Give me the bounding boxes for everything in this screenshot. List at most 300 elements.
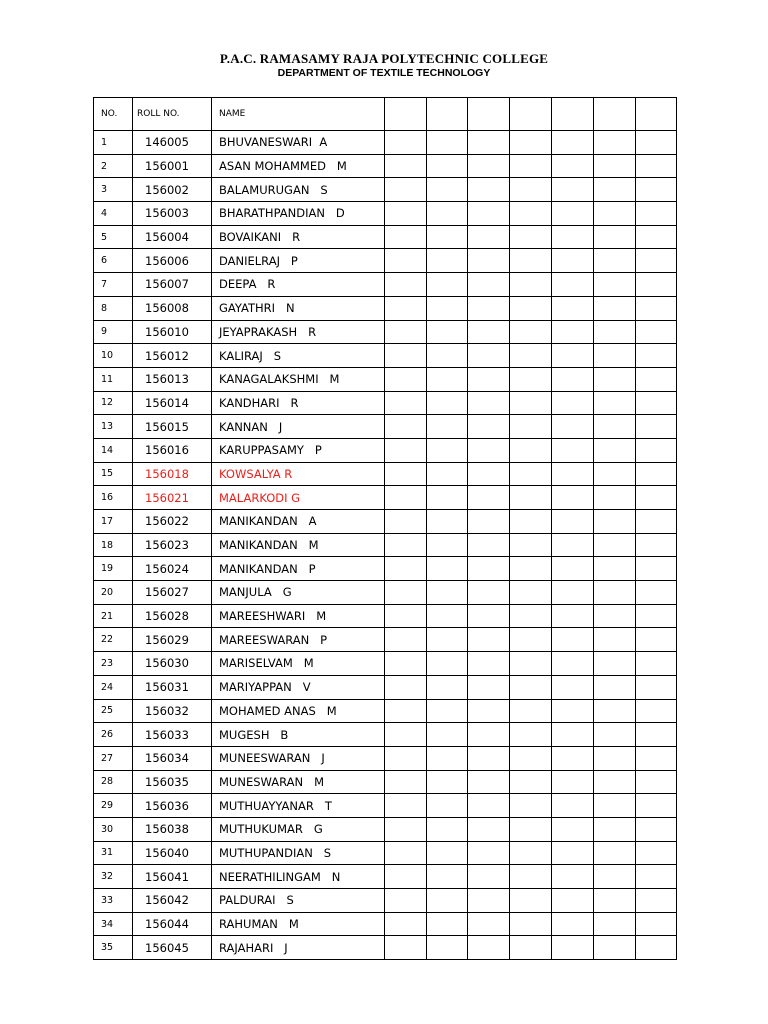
table-row (94, 889, 677, 913)
blank-cell (427, 462, 468, 486)
roll-number: 156006 (133, 249, 212, 273)
blank-cell (552, 533, 594, 557)
student-name: ASAN MOHAMMED M (212, 154, 385, 178)
blank-cell (427, 912, 468, 936)
blank-cell (552, 273, 594, 297)
blank-cell (468, 462, 510, 486)
blank-cell (594, 723, 636, 747)
student-name: MARIYAPPAN V (212, 675, 385, 699)
blank-cell (510, 794, 552, 818)
blank-cell (510, 367, 552, 391)
blank-cell (468, 746, 510, 770)
table-row (94, 344, 677, 368)
department-title: DEPARTMENT OF TEXTILE TECHNOLOGY (277, 67, 491, 79)
roll-number: 156028 (133, 604, 212, 628)
roll-number: 156033 (133, 723, 212, 747)
blank-cell (594, 746, 636, 770)
row-number: 28 (94, 770, 133, 794)
table-row (94, 652, 677, 676)
table-row (94, 438, 677, 462)
blank-cell (427, 344, 468, 368)
blank-cell (594, 249, 636, 273)
blank-cell (427, 202, 468, 226)
blank-cell (510, 320, 552, 344)
row-number: 20 (94, 581, 133, 605)
student-name: MANIKANDAN P (212, 557, 385, 581)
blank-cell (552, 936, 594, 960)
blank-cell (427, 723, 468, 747)
blank-cell (427, 320, 468, 344)
table-row (94, 817, 677, 841)
roll-number: 156040 (133, 841, 212, 865)
blank-cell (594, 344, 636, 368)
row-number: 12 (94, 391, 133, 415)
blank-cell (552, 486, 594, 510)
blank-cell (385, 841, 427, 865)
blank-cell (594, 320, 636, 344)
row-number: 32 (94, 865, 133, 889)
roll-number: 156015 (133, 415, 212, 439)
blank-cell (636, 462, 677, 486)
blank-cell (510, 533, 552, 557)
row-number: 1 (94, 131, 133, 155)
blank-cell (385, 628, 427, 652)
row-number: 30 (94, 817, 133, 841)
row-number: 16 (94, 486, 133, 510)
blank-cell (385, 178, 427, 202)
blank-cell (468, 510, 510, 534)
blank-cell (427, 131, 468, 155)
blank-cell (552, 391, 594, 415)
row-number: 2 (94, 154, 133, 178)
blank-cell (594, 604, 636, 628)
blank-cell (385, 296, 427, 320)
student-name: KANAGALAKSHMI M (212, 367, 385, 391)
student-name: PALDURAI S (212, 889, 385, 913)
blank-cell (552, 912, 594, 936)
student-name: MAREESHWARI M (212, 604, 385, 628)
blank-cell (552, 581, 594, 605)
blank-cell (510, 296, 552, 320)
blank-cell (468, 723, 510, 747)
blank-cell (594, 154, 636, 178)
blank-cell (510, 817, 552, 841)
blank-cell (468, 296, 510, 320)
header-blank-cell (594, 98, 636, 131)
blank-cell (468, 936, 510, 960)
blank-cell (594, 675, 636, 699)
blank-cell (594, 912, 636, 936)
table-row (94, 746, 677, 770)
blank-cell (385, 652, 427, 676)
blank-cell (636, 178, 677, 202)
blank-cell (594, 486, 636, 510)
roll-number: 156010 (133, 320, 212, 344)
blank-cell (427, 841, 468, 865)
table-row (94, 178, 677, 202)
blank-cell (552, 723, 594, 747)
blank-cell (510, 344, 552, 368)
blank-cell (636, 865, 677, 889)
blank-cell (594, 889, 636, 913)
blank-cell (594, 273, 636, 297)
blank-cell (468, 675, 510, 699)
blank-cell (510, 438, 552, 462)
roll-number: 156023 (133, 533, 212, 557)
blank-cell (636, 391, 677, 415)
blank-cell (594, 391, 636, 415)
row-number: 15 (94, 462, 133, 486)
blank-cell (385, 438, 427, 462)
blank-cell (636, 367, 677, 391)
blank-cell (385, 131, 427, 155)
blank-cell (636, 415, 677, 439)
blank-cell (552, 154, 594, 178)
blank-cell (552, 817, 594, 841)
blank-cell (468, 557, 510, 581)
blank-cell (427, 604, 468, 628)
blank-cell (510, 604, 552, 628)
blank-cell (552, 652, 594, 676)
table-row (94, 557, 677, 581)
table-body (94, 98, 677, 960)
blank-cell (510, 746, 552, 770)
blank-cell (552, 510, 594, 534)
roll-number: 156018 (133, 462, 212, 486)
blank-cell (636, 557, 677, 581)
blank-cell (510, 154, 552, 178)
blank-cell (636, 131, 677, 155)
roll-number: 156016 (133, 438, 212, 462)
blank-cell (427, 770, 468, 794)
row-number: 4 (94, 202, 133, 226)
row-number: 3 (94, 178, 133, 202)
blank-cell (552, 344, 594, 368)
blank-cell (594, 510, 636, 534)
roll-number: 156022 (133, 510, 212, 534)
blank-cell (636, 202, 677, 226)
blank-cell (510, 770, 552, 794)
roll-number: 156038 (133, 817, 212, 841)
blank-cell (427, 415, 468, 439)
blank-cell (385, 510, 427, 534)
table-row (94, 841, 677, 865)
blank-cell (468, 273, 510, 297)
row-number: 14 (94, 438, 133, 462)
row-number: 29 (94, 794, 133, 818)
blank-cell (468, 202, 510, 226)
header-blank-cell (385, 98, 427, 131)
blank-cell (510, 249, 552, 273)
roll-number: 146005 (133, 131, 212, 155)
blank-cell (427, 794, 468, 818)
row-number: 31 (94, 841, 133, 865)
student-name: RAJAHARI J (212, 936, 385, 960)
blank-cell (510, 652, 552, 676)
blank-cell (427, 367, 468, 391)
blank-cell (510, 510, 552, 534)
blank-cell (636, 936, 677, 960)
blank-cell (552, 462, 594, 486)
blank-cell (385, 581, 427, 605)
blank-cell (636, 604, 677, 628)
blank-cell (594, 202, 636, 226)
blank-cell (594, 817, 636, 841)
student-name: KANDHARI R (212, 391, 385, 415)
header-no: NO. (94, 98, 133, 131)
blank-cell (552, 699, 594, 723)
blank-cell (636, 794, 677, 818)
student-name: KALIRAJ S (212, 344, 385, 368)
blank-cell (510, 581, 552, 605)
blank-cell (510, 723, 552, 747)
blank-cell (552, 131, 594, 155)
table-row (94, 225, 677, 249)
student-name: MOHAMED ANAS M (212, 699, 385, 723)
blank-cell (385, 770, 427, 794)
table-row (94, 415, 677, 439)
blank-cell (636, 746, 677, 770)
blank-cell (636, 628, 677, 652)
blank-cell (636, 273, 677, 297)
blank-cell (468, 628, 510, 652)
blank-cell (594, 438, 636, 462)
roll-number: 156029 (133, 628, 212, 652)
blank-cell (552, 438, 594, 462)
roll-number: 156032 (133, 699, 212, 723)
blank-cell (552, 675, 594, 699)
roll-number: 156024 (133, 557, 212, 581)
roll-number: 156034 (133, 746, 212, 770)
row-number: 21 (94, 604, 133, 628)
blank-cell (385, 415, 427, 439)
blank-cell (385, 154, 427, 178)
table-row (94, 604, 677, 628)
row-number: 17 (94, 510, 133, 534)
blank-cell (636, 510, 677, 534)
blank-cell (427, 154, 468, 178)
blank-cell (594, 415, 636, 439)
roll-number: 156012 (133, 344, 212, 368)
table-row (94, 699, 677, 723)
roll-number: 156045 (133, 936, 212, 960)
blank-cell (636, 723, 677, 747)
blank-cell (468, 699, 510, 723)
blank-cell (468, 889, 510, 913)
blank-cell (552, 770, 594, 794)
blank-cell (552, 249, 594, 273)
blank-cell (427, 178, 468, 202)
row-number: 11 (94, 367, 133, 391)
header-blank-cell (552, 98, 594, 131)
student-name: MARISELVAM M (212, 652, 385, 676)
blank-cell (594, 296, 636, 320)
table-row (94, 510, 677, 534)
blank-cell (468, 912, 510, 936)
student-name: MANIKANDAN A (212, 510, 385, 534)
blank-cell (427, 865, 468, 889)
table-row (94, 249, 677, 273)
blank-cell (594, 225, 636, 249)
blank-cell (510, 415, 552, 439)
student-roll-table (93, 97, 677, 960)
header-blank-cell (427, 98, 468, 131)
roll-number: 156042 (133, 889, 212, 913)
blank-cell (552, 628, 594, 652)
row-number: 18 (94, 533, 133, 557)
blank-cell (427, 296, 468, 320)
table-header-row (94, 98, 677, 131)
table-row (94, 794, 677, 818)
blank-cell (594, 178, 636, 202)
roll-number: 156001 (133, 154, 212, 178)
blank-cell (427, 391, 468, 415)
blank-cell (468, 841, 510, 865)
roll-number: 156021 (133, 486, 212, 510)
blank-cell (594, 533, 636, 557)
blank-cell (636, 817, 677, 841)
student-name: MALARKODI G (212, 486, 385, 510)
blank-cell (636, 533, 677, 557)
blank-cell (510, 391, 552, 415)
blank-cell (468, 391, 510, 415)
blank-cell (510, 178, 552, 202)
blank-cell (427, 510, 468, 534)
blank-cell (510, 628, 552, 652)
blank-cell (427, 817, 468, 841)
student-name: BOVAIKANI R (212, 225, 385, 249)
blank-cell (510, 675, 552, 699)
blank-cell (427, 557, 468, 581)
blank-cell (385, 273, 427, 297)
student-name: KARUPPASAMY P (212, 438, 385, 462)
blank-cell (468, 367, 510, 391)
blank-cell (552, 367, 594, 391)
blank-cell (552, 202, 594, 226)
blank-cell (636, 438, 677, 462)
blank-cell (468, 794, 510, 818)
blank-cell (510, 889, 552, 913)
blank-cell (385, 865, 427, 889)
blank-cell (510, 936, 552, 960)
student-name: GAYATHRI N (212, 296, 385, 320)
student-name: NEERATHILINGAM N (212, 865, 385, 889)
row-number: 19 (94, 557, 133, 581)
roll-number: 156014 (133, 391, 212, 415)
blank-cell (385, 699, 427, 723)
table-row (94, 320, 677, 344)
header-blank-cell (468, 98, 510, 131)
row-number: 26 (94, 723, 133, 747)
row-number: 25 (94, 699, 133, 723)
blank-cell (552, 889, 594, 913)
student-name: DANIELRAJ P (212, 249, 385, 273)
blank-cell (594, 841, 636, 865)
blank-cell (510, 865, 552, 889)
blank-cell (636, 770, 677, 794)
blank-cell (636, 154, 677, 178)
blank-cell (636, 320, 677, 344)
student-name: DEEPA R (212, 273, 385, 297)
table-row (94, 533, 677, 557)
table-row (94, 273, 677, 297)
blank-cell (594, 699, 636, 723)
blank-cell (427, 652, 468, 676)
blank-cell (468, 486, 510, 510)
blank-cell (594, 770, 636, 794)
blank-cell (636, 652, 677, 676)
roll-number: 156027 (133, 581, 212, 605)
row-number: 10 (94, 344, 133, 368)
student-name: BALAMURUGAN S (212, 178, 385, 202)
blank-cell (385, 462, 427, 486)
blank-cell (510, 225, 552, 249)
blank-cell (636, 249, 677, 273)
row-number: 7 (94, 273, 133, 297)
table-row (94, 865, 677, 889)
blank-cell (636, 841, 677, 865)
blank-cell (427, 225, 468, 249)
table-row (94, 723, 677, 747)
blank-cell (510, 273, 552, 297)
blank-cell (510, 486, 552, 510)
blank-cell (468, 249, 510, 273)
blank-cell (552, 296, 594, 320)
header-roll-no: ROLL NO. (133, 98, 212, 131)
blank-cell (552, 841, 594, 865)
student-name: BHARATHPANDIAN D (212, 202, 385, 226)
roll-number: 156003 (133, 202, 212, 226)
row-number: 35 (94, 936, 133, 960)
blank-cell (594, 936, 636, 960)
blank-cell (427, 273, 468, 297)
blank-cell (385, 225, 427, 249)
blank-cell (594, 628, 636, 652)
roll-number: 156008 (133, 296, 212, 320)
blank-cell (636, 912, 677, 936)
blank-cell (552, 415, 594, 439)
blank-cell (468, 131, 510, 155)
blank-cell (552, 604, 594, 628)
student-name: JEYAPRAKASH R (212, 320, 385, 344)
table-row (94, 581, 677, 605)
blank-cell (510, 699, 552, 723)
blank-cell (594, 865, 636, 889)
blank-cell (427, 533, 468, 557)
blank-cell (385, 604, 427, 628)
table-row (94, 391, 677, 415)
blank-cell (468, 320, 510, 344)
blank-cell (427, 486, 468, 510)
row-number: 24 (94, 675, 133, 699)
blank-cell (594, 581, 636, 605)
roll-number: 156013 (133, 367, 212, 391)
blank-cell (385, 912, 427, 936)
student-name: KOWSALYA R (212, 462, 385, 486)
blank-cell (385, 202, 427, 226)
blank-cell (427, 438, 468, 462)
student-name: MUNEESWARAN J (212, 746, 385, 770)
blank-cell (468, 581, 510, 605)
blank-cell (385, 344, 427, 368)
blank-cell (427, 699, 468, 723)
blank-cell (552, 746, 594, 770)
college-title: P.A.C. RAMASAMY RAJA POLYTECHNIC COLLEGE (219, 51, 549, 66)
blank-cell (385, 249, 427, 273)
blank-cell (636, 581, 677, 605)
row-number: 8 (94, 296, 133, 320)
blank-cell (468, 817, 510, 841)
